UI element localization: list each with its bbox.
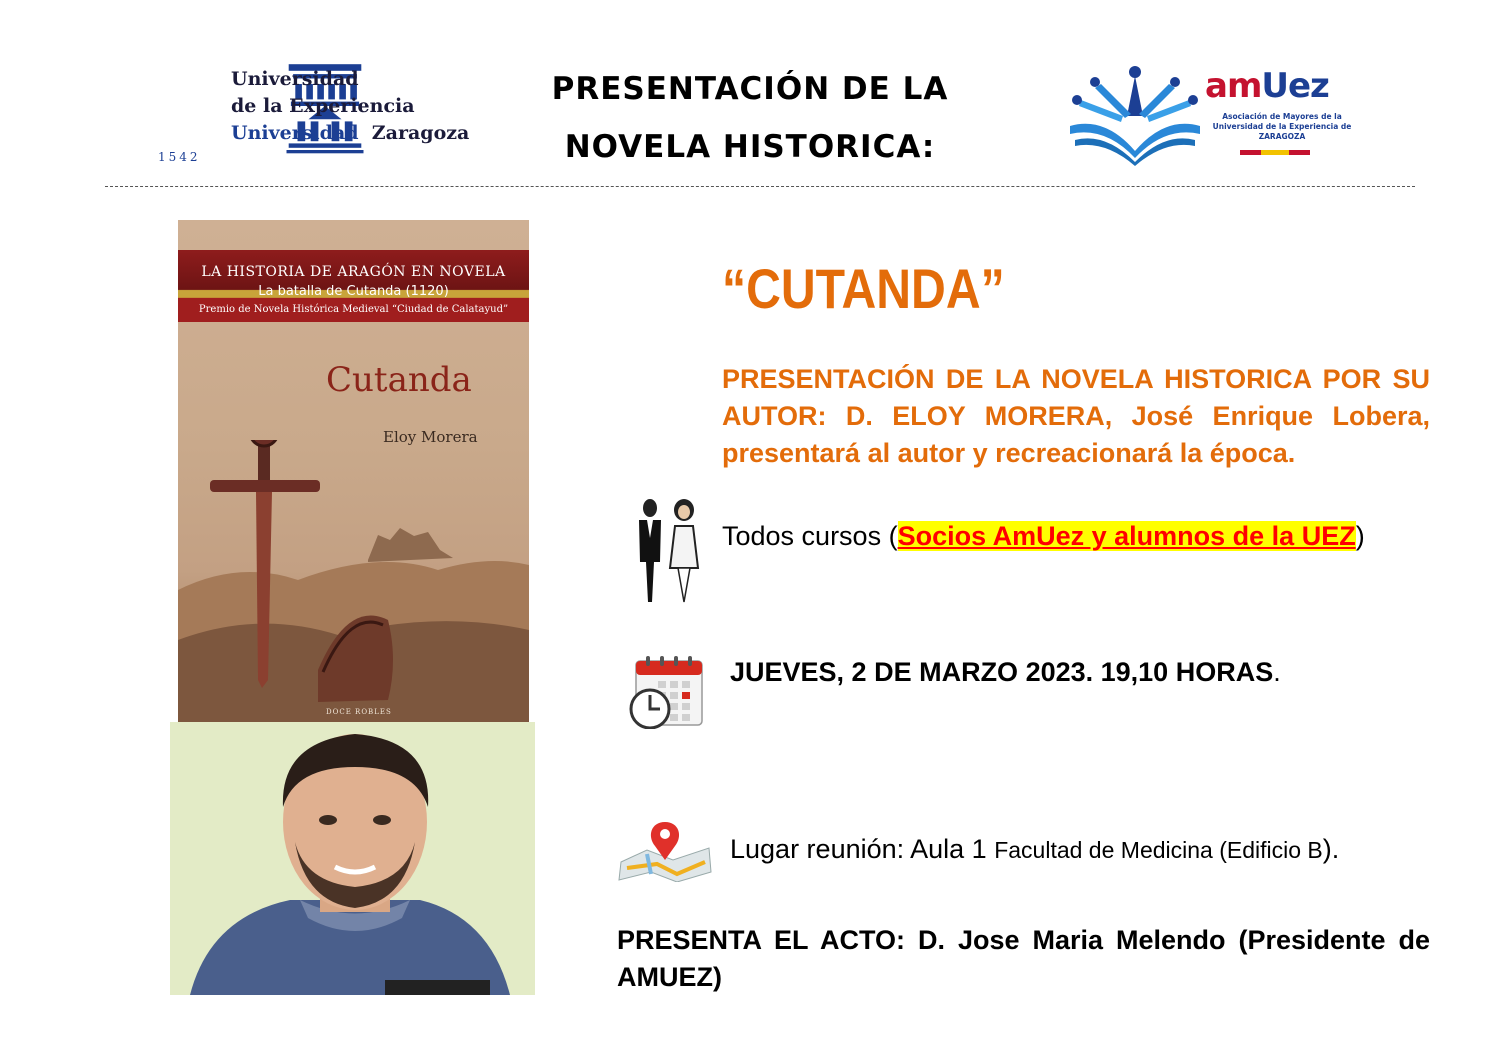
amuez-flag-stripe xyxy=(1240,150,1310,155)
book-cover-title: Cutanda xyxy=(326,360,472,400)
amuez-name-am: am xyxy=(1205,66,1262,106)
page-title-line1: PRESENTACIÓN DE LA xyxy=(551,71,949,107)
event-place xyxy=(730,834,1339,865)
book-cover-subtitle: La batalla de Cutanda (1120) xyxy=(258,284,449,299)
event-date-suffix: . xyxy=(1273,657,1281,687)
amuez-sub-line3: ZARAGOZA xyxy=(1258,132,1306,141)
event-place-suffix: ). xyxy=(1322,834,1340,864)
map-pin-icon xyxy=(617,818,714,882)
uez-logo-line1: Universidad xyxy=(231,68,359,90)
audience-highlight: Socios AmUez y alumnos de la UEZ xyxy=(897,521,1356,551)
sword-helmet-illustration xyxy=(178,440,529,722)
audience-suffix: ) xyxy=(1355,521,1365,551)
amuez-logo-name xyxy=(1205,66,1329,106)
amuez-emblem-icon xyxy=(1065,56,1205,166)
calendar-clock-icon xyxy=(628,655,706,729)
uez-logo-line3a: Universidad xyxy=(231,122,359,144)
book-cover-author: Eloy Morera xyxy=(383,428,478,446)
audience-prefix: Todos cursos ( xyxy=(722,521,898,551)
page-title xyxy=(520,60,980,176)
event-presenter: PRESENTA EL ACTO: D. Jose Maria Melendo (Presidente de AMUEZ) xyxy=(617,925,1430,992)
page-title-line2: NOVELA HISTORICA: xyxy=(564,129,936,165)
author-portrait-illustration xyxy=(170,722,535,995)
uez-logo-line3b: Zaragoza xyxy=(371,122,470,144)
book-cover-image xyxy=(178,220,529,722)
man-woman-icon xyxy=(632,498,704,608)
uez-logo-year: 1542 xyxy=(158,150,201,164)
event-place-building: Facultad de Medicina (Edificio B xyxy=(994,837,1323,863)
event-date xyxy=(730,657,1281,688)
event-description: PRESENTACIÓN DE LA NOVELA HISTORICA POR SU AUTOR: D. ELOY MORERA, José Enrique Lobera, presentará al autor y recreacionará la época. xyxy=(722,364,1430,468)
amuez-name-uez: Uez xyxy=(1261,66,1329,106)
book-cover-publisher: DOCE ROBLES xyxy=(326,708,392,716)
amuez-sub-line1: Asociación de Mayores de la xyxy=(1222,112,1342,121)
book-cover-series: LA HISTORIA DE ARAGÓN EN NOVELA xyxy=(201,264,506,280)
uez-logo-line2: de la Experiencia xyxy=(231,95,415,117)
header-divider xyxy=(105,186,1415,187)
event-date-text: JUEVES, 2 DE MARZO 2023. 19,10 HORAS xyxy=(730,657,1274,687)
author-photo xyxy=(170,722,535,995)
event-place-label: Lugar reunión: Aula 1 xyxy=(730,834,995,864)
amuez-sub-line2: Universidad de la Experiencia de xyxy=(1212,122,1352,131)
event-title: “CUTANDA” xyxy=(722,257,1005,320)
amuez-logo-subtitle xyxy=(1202,112,1362,142)
uez-logo-text xyxy=(231,66,469,147)
audience-line xyxy=(722,521,1365,552)
book-cover-award: Premio de Novela Histórica Medieval “Ciudad de Calatayud” xyxy=(198,304,509,315)
